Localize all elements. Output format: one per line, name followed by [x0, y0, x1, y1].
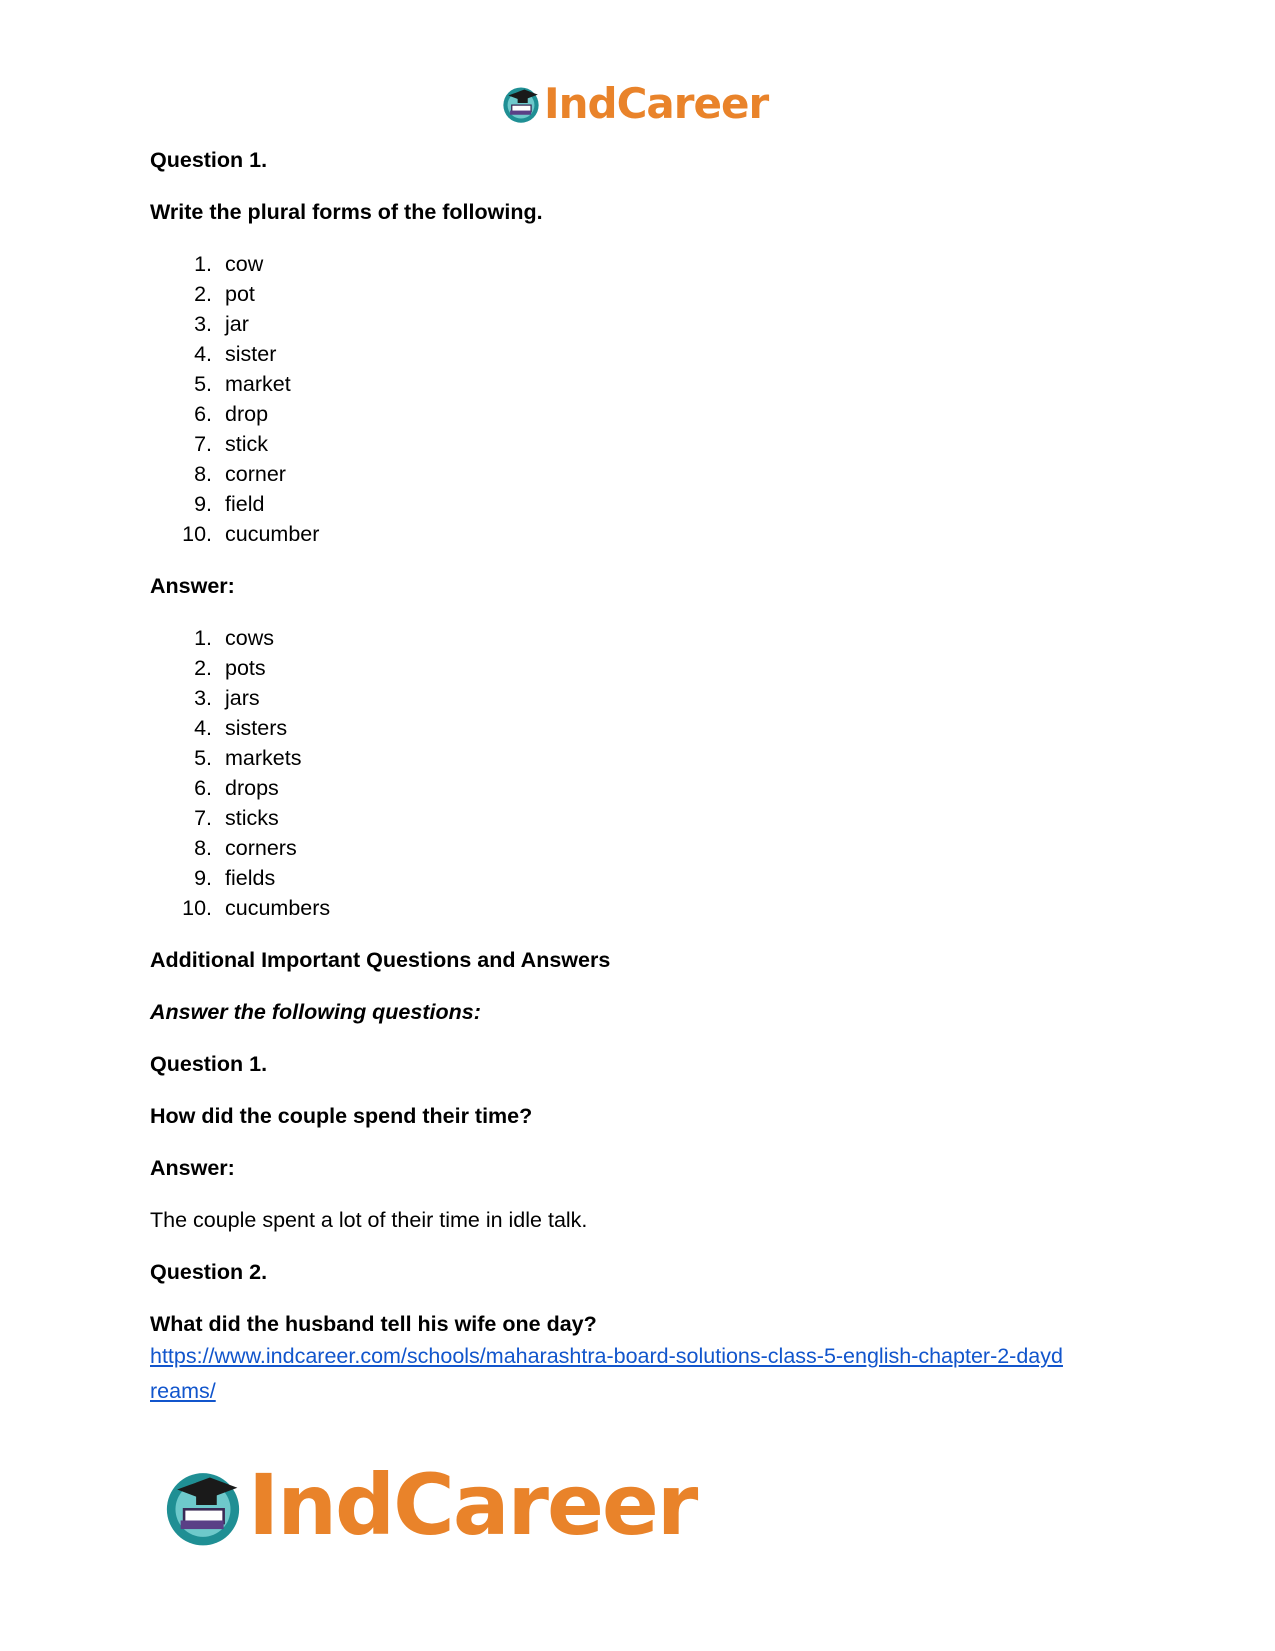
list-item — [150, 249, 1130, 279]
question-items-list — [150, 249, 1130, 549]
list-item-text: pots — [225, 656, 266, 680]
list-number: 4. — [194, 342, 212, 366]
header-logo — [500, 78, 768, 128]
list-number: 2. — [194, 282, 212, 306]
logo-wordmark: IndCareer — [544, 78, 769, 128]
q1-text: How did the couple spend their time? — [150, 1104, 533, 1128]
list-item-text: jars — [225, 686, 260, 710]
q1-label: Question 1. — [150, 1052, 268, 1076]
list-item — [150, 399, 1130, 429]
q1-answer: The couple spent a lot of their time in idle talk. — [150, 1208, 588, 1232]
list-item — [150, 459, 1130, 489]
list-item — [150, 803, 1130, 833]
list-item-text: field — [225, 492, 265, 516]
answer-items-list — [150, 623, 1130, 923]
list-item-text: market — [225, 372, 291, 396]
list-item-text: jar — [225, 312, 249, 336]
answer-label: Answer: — [150, 574, 235, 598]
list-item-text: markets — [225, 746, 302, 770]
list-item-text: stick — [225, 432, 268, 456]
list-item — [150, 653, 1130, 683]
source-link[interactable] — [150, 1344, 1063, 1403]
list-number: 9. — [194, 492, 212, 516]
graduation-globe-icon — [160, 1462, 246, 1548]
source-link-line-2: reams/ — [150, 1379, 216, 1403]
instruction-text: Answer the following questions: — [150, 1000, 481, 1024]
list-item — [150, 309, 1130, 339]
additional-heading: Additional Important Questions and Answers — [150, 948, 611, 972]
question-text: Write the plural forms of the following. — [150, 200, 543, 224]
list-item-text: corner — [225, 462, 286, 486]
list-number: 1. — [194, 252, 212, 276]
graduation-globe-icon — [500, 82, 542, 124]
list-number: 6. — [194, 402, 212, 426]
list-number: 7. — [194, 806, 212, 830]
list-item-text: drops — [225, 776, 279, 800]
list-number: 6. — [194, 776, 212, 800]
list-item-text: cows — [225, 626, 274, 650]
footer-logo — [160, 1455, 696, 1555]
list-item — [150, 429, 1130, 459]
list-item — [150, 279, 1130, 309]
list-item-text: drop — [225, 402, 269, 426]
list-item — [150, 743, 1130, 773]
list-item-text: cucumbers — [225, 896, 331, 920]
list-item-text: corners — [225, 836, 297, 860]
list-number: 10. — [182, 522, 212, 546]
list-item — [150, 369, 1130, 399]
list-number: 3. — [194, 312, 212, 336]
list-number: 9. — [194, 866, 212, 890]
list-number: 4. — [194, 716, 212, 740]
list-item — [150, 339, 1130, 369]
list-number: 2. — [194, 656, 212, 680]
question-label: Question 1. — [150, 148, 268, 172]
list-item-text: fields — [225, 866, 276, 890]
list-item — [150, 833, 1130, 863]
logo-wordmark: IndCareer — [248, 1456, 697, 1554]
list-item-text: sisters — [225, 716, 288, 740]
list-item — [150, 773, 1130, 803]
list-item — [150, 489, 1130, 519]
list-item-text: sister — [225, 342, 277, 366]
list-number: 8. — [194, 462, 212, 486]
source-link-line-1: https://www.indcareer.com/schools/maharashtra-board-solutions-class-5-english-chapter-2-dayd — [150, 1344, 1063, 1368]
list-item — [150, 623, 1130, 653]
list-item — [150, 713, 1130, 743]
list-number: 5. — [194, 746, 212, 770]
list-item-text: cow — [225, 252, 264, 276]
q2-label: Question 2. — [150, 1260, 268, 1284]
list-number: 10. — [182, 896, 212, 920]
q2-text: What did the husband tell his wife one day? — [150, 1312, 597, 1336]
list-item — [150, 893, 1130, 923]
list-item — [150, 683, 1130, 713]
list-number: 1. — [194, 626, 212, 650]
list-item — [150, 519, 1130, 549]
list-number: 8. — [194, 836, 212, 860]
list-item-text: pot — [225, 282, 255, 306]
list-number: 5. — [194, 372, 212, 396]
list-item-text: cucumber — [225, 522, 320, 546]
list-number: 3. — [194, 686, 212, 710]
document-body — [150, 145, 1130, 1409]
list-number: 7. — [194, 432, 212, 456]
list-item — [150, 863, 1130, 893]
list-item-text: sticks — [225, 806, 279, 830]
q1-answer-label: Answer: — [150, 1156, 235, 1180]
